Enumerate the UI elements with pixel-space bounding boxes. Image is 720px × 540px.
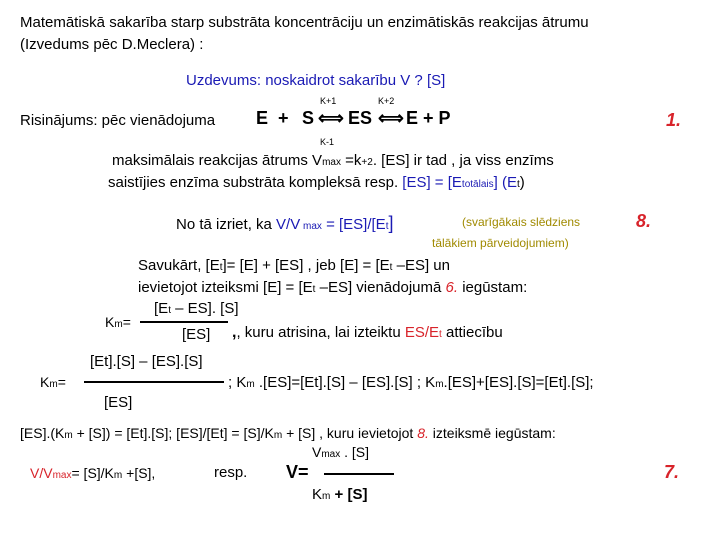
km2-fraction-bar <box>84 381 224 383</box>
products-EP: E + P <box>406 108 451 128</box>
km1-fraction-bar <box>140 321 228 323</box>
vmax-line-2: saistījies enzīma substrāta kompleksā resp. [ES] = [Etotālais] (Et) <box>108 174 525 191</box>
note-line-2: tālākiem pārveidojumiem) <box>432 236 569 250</box>
combine-line-1: Savukārt, [Et]= [E] + [ES] , jeb [E] = [Et –ES] un <box>138 257 450 274</box>
solution-label: Risinājums: pēc vienādojuma <box>20 112 216 129</box>
km2-numerator: [Et].[S] – [ES].[S] <box>90 353 203 370</box>
complex-ES: ES <box>348 108 373 128</box>
vmax-line-1: maksimālais reakcijas ātrums Vmax =k+2. [ES] ir tad , ja viss enzīms <box>112 152 554 169</box>
equation-number-1: 1. <box>666 110 682 130</box>
final-V: V= <box>286 462 309 482</box>
km1-label: Km= <box>105 314 131 330</box>
task-statement: Uzdevums: noskaidrot sakarību V ? [S] <box>186 72 446 89</box>
header-line-1: Matemātiskā sakarība starp substrāta koncentrāciju un enzimātiskās reakcijas ātrumu <box>20 14 589 31</box>
resp-label: resp. <box>214 464 248 481</box>
final-numerator: Vmax . [S] <box>312 444 370 460</box>
km2-label: Km= <box>40 374 66 390</box>
equation-number-8: 8. <box>636 211 652 231</box>
rate-km1: K-1 <box>320 137 335 147</box>
km2-tail: ; Km .[ES]=[Et].[S] – [ES].[S] ; Km.[ES]+[ES].[S]=[Et].[S]; <box>228 374 594 391</box>
follows-line: No tā izriet, ka V/V max = [ES]/[Et] <box>176 213 394 233</box>
final-ratio: V/Vmax= [S]/Km +[S], <box>30 465 156 481</box>
enzyme-E: E <box>256 108 269 128</box>
equilibrium-arrow-2: ⟺ <box>378 108 404 128</box>
combine-line-2: ievietojot izteiksmi [E] = [Et –ES] vienādojumā 6. iegūstam: <box>138 279 528 296</box>
rate-k1: K+1 <box>320 96 337 106</box>
header-line-2: (Izvedums pēc D.Meclera) : <box>20 36 204 53</box>
substrate-S: S <box>302 108 315 128</box>
equation-number-7: 7. <box>664 462 680 482</box>
final-fraction-bar <box>324 473 394 475</box>
rate-k2: K+2 <box>378 96 395 106</box>
km1-denominator: [ES] <box>182 326 211 343</box>
km1-numerator: [Et – ES]. [S] <box>154 300 239 317</box>
note-line-1: (svarīgākais slēdziens <box>462 215 581 229</box>
km2-denominator: [ES] <box>104 394 133 411</box>
km1-tail: ,, kuru atrisina, lai izteiktu ES/Et attiecību <box>232 324 503 341</box>
equilibrium-arrow-1: ⟺ <box>318 108 344 128</box>
final-denominator: Km + [S] <box>312 486 368 503</box>
es-line: [ES].(Km + [S]) = [Et].[S]; [ES]/[Et] = [S]/Km + [S] , kuru ievietojot 8. izteiksmē iegūstam: <box>20 425 556 441</box>
plus-sign: + <box>278 108 289 128</box>
